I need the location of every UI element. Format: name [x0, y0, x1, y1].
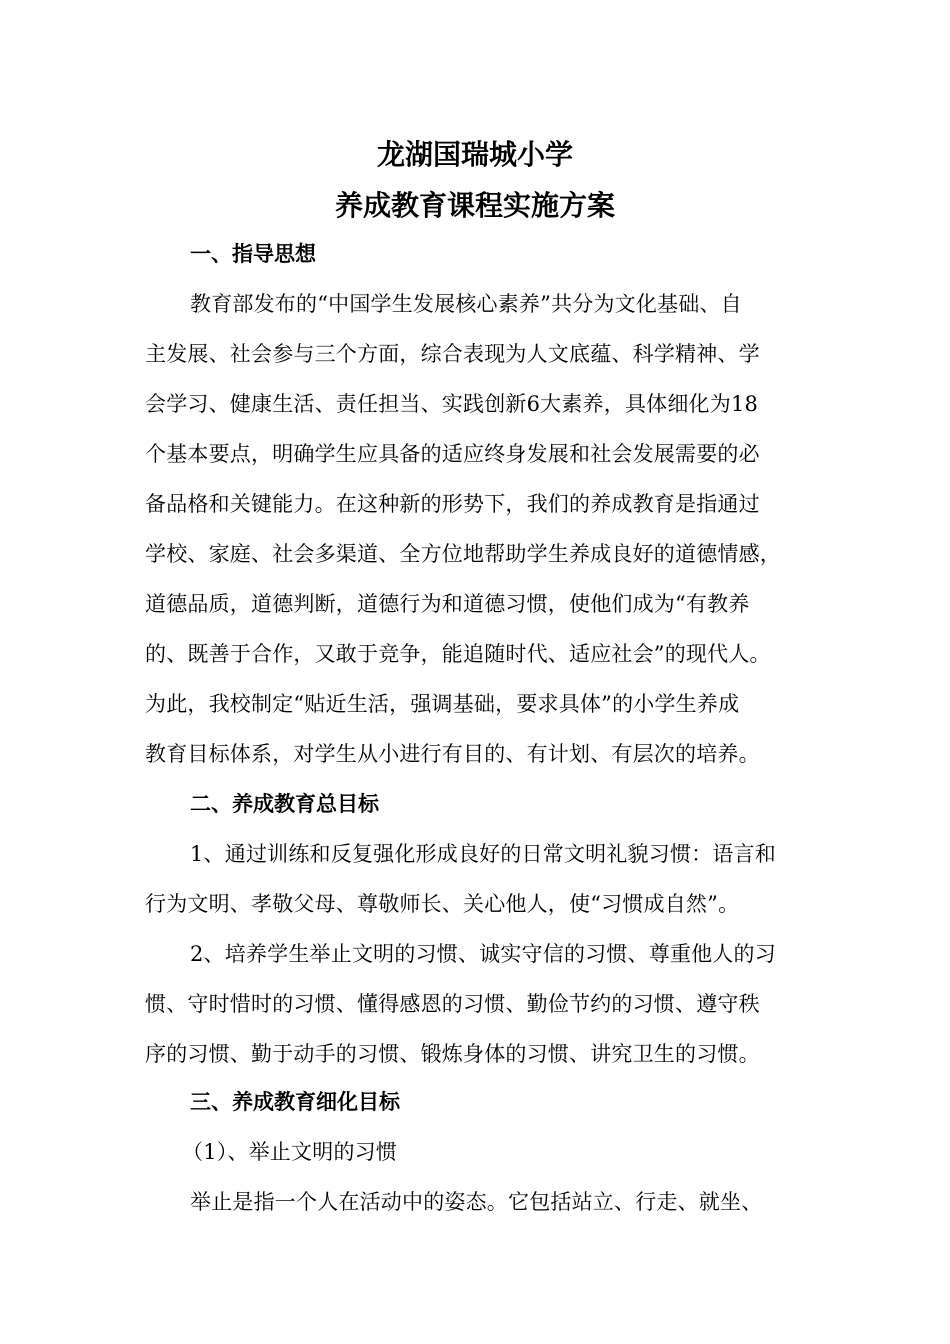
section1-heading: 一、指导思想: [190, 241, 316, 266]
section1-line: 为此，我校制定“贴近生活，强调基础，要求具体”的小学生养成: [145, 692, 740, 716]
section1-line: 教育目标体系，对学生从小进行有目的、有计划、有层次的培养。: [145, 742, 760, 766]
section2-line: 1、通过训练和反复强化形成良好的日常文明礼貌习惯：语言和: [190, 842, 776, 866]
section1-line: 学校、家庭、社会多渠道、全方位地帮助学生养成良好的道德情感，: [145, 542, 781, 566]
section1-line: 会学习、健康生活、责任担当、实践创新6大素养，具体细化为18: [145, 392, 759, 416]
document-title-line2: 养成教育课程实施方案: [334, 189, 615, 222]
section1-line: 个基本要点，明确学生应具备的适应终身发展和社会发展需要的必: [145, 442, 760, 466]
section1-line: 主发展、社会参与三个方面，综合表现为人文底蕴、科学精神、学: [145, 342, 760, 366]
section1-line: 备品格和关键能力。在这种新的形势下，我们的养成教育是指通过: [145, 492, 760, 516]
section2-line: 序的习惯、勤于动手的习惯、锻炼身体的习惯、讲究卫生的习惯。: [145, 1042, 760, 1066]
section3-heading: 三、养成教育细化目标: [190, 1089, 400, 1114]
document-title-line1: 龙湖国瑞城小学: [376, 138, 573, 171]
section3-subheading: （1）、举止文明的习惯: [182, 1140, 398, 1164]
section1-line: 教育部发布的“中国学生发展核心素养”共分为文化基础、自: [190, 292, 742, 316]
section2-line: 行为文明、孝敬父母、尊敬师长、关心他人，使“习惯成自然”。: [145, 892, 740, 916]
section1-line: 道德品质，道德判断，道德行为和道德习惯，使他们成为“有教养: [145, 592, 750, 616]
section3-line: 举止是指一个人在活动中的姿态。它包括站立、行走、就坐、: [190, 1190, 763, 1214]
section2-heading: 二、养成教育总目标: [190, 791, 379, 816]
section1-line: 的、既善于合作，又敢于竞争，能追随时代、适应社会”的现代人。: [145, 642, 771, 666]
section2-line: 2、培养学生举止文明的习惯、诚实守信的习惯、尊重他人的习: [190, 942, 776, 966]
section2-line: 惯、守时惜时的习惯、懂得感恩的习惯、勤俭节约的习惯、遵守秩: [145, 992, 760, 1016]
